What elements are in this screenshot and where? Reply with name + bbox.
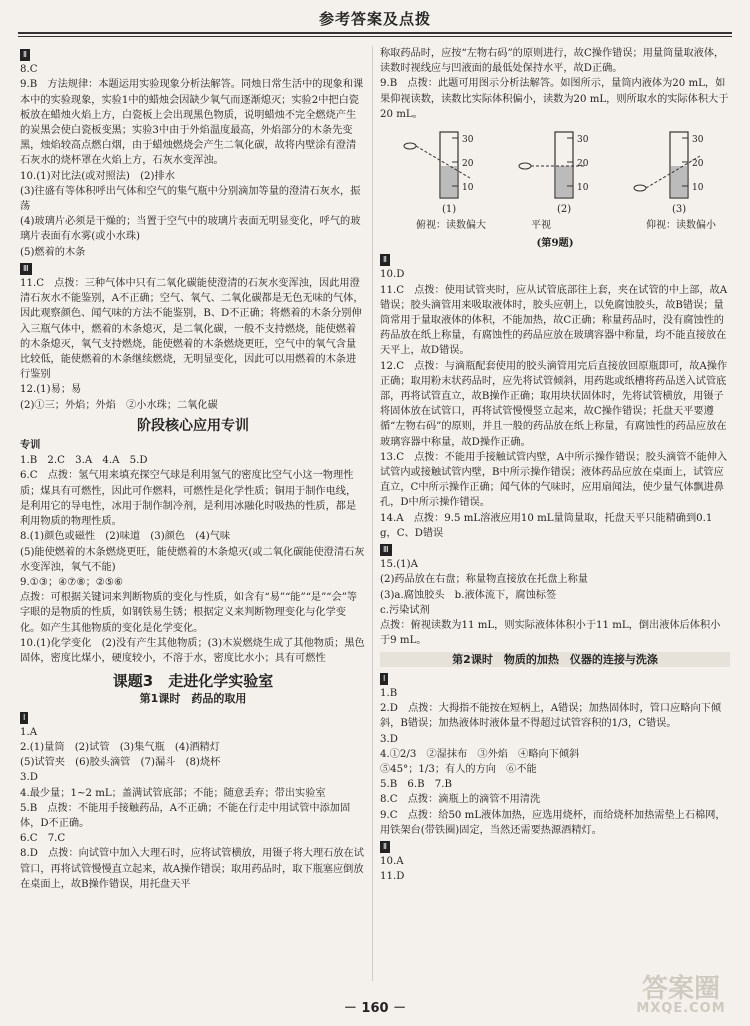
answer-line: 3.D	[20, 772, 38, 784]
level-badge: Ⅲ	[20, 263, 32, 275]
figure-label: (3)	[672, 204, 687, 216]
eye-icon	[634, 185, 646, 191]
level-badge: Ⅱ	[20, 49, 30, 61]
subsection-label: 专训	[20, 440, 41, 452]
answer-line: 12.C 点拨：与滴瓶配套使用的胶头滴管用完后直接放回原瓶即可，故A操作正确；取用粉末状药品时，应先将试管倾斜，用药匙或纸槽将药品送入试管底部，再将试管直立，故B操作正确；取用块状固体时，先将试管横放，用镊子将固体放在试管口，再将试管慢慢竖立起来，故C操作错误；托盘天平要遵循“左物右码”的原则，并且一般的药品放在纸上称量，有腐蚀性的药品应放在玻璃容器中称量，故D操作正确。	[380, 360, 728, 448]
level-badge: Ⅱ	[380, 841, 390, 853]
answer-line: (2)药品放在右盘；称量物直接放在托盘上称量	[380, 574, 588, 586]
watermark-big: 答案圈	[641, 974, 720, 1004]
right-column	[380, 46, 730, 885]
answer-line: 点拨：俯视读数为11 mL，则实际液体体积小于11 mL，倒出液体后体积小于9 mL。	[380, 620, 721, 647]
column-divider	[372, 46, 373, 981]
eye-icon	[404, 143, 416, 149]
answer-line: 1.B	[380, 687, 398, 699]
answer-line: 9.①③；④⑦⑧；②⑤⑥	[20, 576, 124, 588]
answer-line: 11.D	[380, 871, 405, 883]
answer-line: 2.D 点拨：大拇指不能按在短柄上，A错误；加热固体时，管口应略向下倾斜，B错误；加热液体时液体量不得超过试管容积的1/3，C错误。	[380, 703, 722, 730]
answer-line: 11.C 点拨：使用试管夹时，应从试管底部往上套，夹在试管的中上部，故A错误；胶头滴管用来吸取液体时，胶头应朝上，以免腐蚀胶头，故B错误；量筒常用于量取液体的体积，不能加热，故C正确；称量药品时，没有腐蚀性的药品放在纸上称量，有腐蚀性的药品应放在玻璃容器中称量，均不能直接放在天平上，故D错误。	[380, 284, 728, 357]
answer-line: 4.①2/3 ②湿抹布 ③外焰 ④略向下倾斜	[380, 748, 580, 760]
answer-line: 11.C 点拨：三种气体中只有二氧化碳能使澄清的石灰水变浑浊，因此用澄清石灰水不能鉴别，A不正确；空气、氧气、二氧化碳都是无色无味的气体，因此观察颜色、闻气味的方法不能鉴别，B、D不正确；将燃着的木条分别伸入三瓶气体中，燃着的木条熄灭，是二氧化碳，一般不支持燃烧，能使燃着的木条熄灭，氧气支持燃烧，能使燃着的木条燃烧更旺，空气中的氧气含量比较低，能使燃着的木条继续燃烧，无明显变化，因此可以用燃着的木条进行鉴别	[20, 278, 364, 381]
figure-graduated-cylinders	[380, 126, 730, 234]
answer-line: 点拨：可根据关键词来判断物质的变化与性质，如含有“易”“能”“是”“会”等字眼的是物质的性质，如钢铁易生锈；根据定义来判断物理变化与化学变化。如产生其他物质的变化是化学变化。	[20, 592, 358, 634]
page-number: － 160 －	[343, 1001, 407, 1016]
figure-caption: (第9题)	[536, 237, 574, 250]
answer-line: (3)a.腐蚀胶头 b.液体流下，腐蚀标签	[380, 589, 557, 601]
tick-label: 10	[462, 183, 474, 194]
eye-icon	[519, 163, 531, 169]
graduated-cylinder	[519, 132, 589, 231]
answer-line: 5.B 6.B 7.B	[380, 779, 452, 791]
watermark-small: MXQE.COM	[636, 1001, 726, 1016]
level-badge: Ⅲ	[380, 544, 392, 556]
answer-line: 10.A	[380, 856, 404, 868]
figure-label: (2)	[557, 204, 572, 216]
answer-line: 9.C 点拨：给50 mL液体加热，应选用烧杯，而给烧杯加热需垫上石棉网，用铁架台(带铁圈)固定，当然还需要热源酒精灯。	[380, 809, 726, 836]
answer-line: 14.A 点拨：9.5 mL溶液应用10 mL量筒量取，托盘天平只能精确到0.1 g，C、D错误	[380, 512, 713, 539]
tick-label: 20	[577, 159, 589, 170]
answer-line: (3)往盛有等体积呼出气体和空气的集气瓶中分别滴加等量的澄清石灰水，振荡	[20, 185, 361, 213]
figure-label: (1)	[442, 204, 457, 216]
figure-note: 平视	[531, 220, 551, 232]
level-badge: Ⅱ	[380, 254, 390, 266]
answer-line: 1.B 2.C 3.A 4.A 5.D	[20, 455, 148, 467]
header-rule	[18, 32, 732, 34]
answer-line: 4.最少量；1~2 mL；盖满试管底部；不能；随意丢弃；带出实验室	[20, 787, 326, 799]
lesson-subtitle: 第1课时 药品的取用	[139, 692, 247, 706]
answer-line: 5.B 点拨：不能用手接触药品，A不正确；不能在行走中用试管中添加固体，D不正确。	[20, 802, 351, 829]
answer-line: 10.(1)化学变化 (2)没有产生其他物质；(3)木炭燃烧生成了其他物质；黑色固体，密度比煤小，硬度较小，不溶于水，密度比水小；具有可燃性	[20, 637, 365, 664]
tick-label: 10	[692, 183, 704, 194]
header-rule-thin	[18, 36, 732, 37]
answer-line: 9.B 点拨：此题可用图示分析法解答。如图所示，量筒内液体为20 mL，如果仰视读数，读数比实际体积偏小，读数为20 mL，则所取水的实际体积大于20 mL。	[380, 78, 729, 120]
answer-line: (5)燃着的木条	[20, 246, 86, 258]
level-badge: Ⅰ	[20, 712, 28, 724]
answer-line: 8.C 点拨：滴瓶上的滴管不用清洗	[380, 794, 541, 806]
answer-line: 6.C 7.C	[20, 833, 66, 845]
page-header: 参考答案及点拨	[318, 10, 431, 28]
answer-line: 9.B 方法规律：本题运用实验现象分析法解答。同烛日常生活中的现象和课本中的实验现象，实验1中的蜡烛会因缺少氧气而逐渐熄灭；实验2中把白瓷板放在蜡烛火焰上方，白瓷板上会出现黑色物质，说明蜡烛不完全燃烧产生的炭黑会使白瓷板变黑；实验3中由于外焰温度最高，外焰部分的木条先变黑，烛焰较高点燃白烟，由于蜡烛燃烧会产生二氧化碳，故将内壁涂有澄清石灰水的烧杯罩在火焰上方，石灰水变浑浊。	[20, 79, 364, 167]
tick-label: 20	[692, 159, 704, 170]
answer-line: 8.D 点拨：向试管中加入大理石时，应将试管横放，用镊子将大理石放在试管口，再将试管慢慢直立起来，故A操作错误；取用药品时，取下瓶塞应倒放在桌面上，故B操作错误，用托盘天平	[20, 848, 364, 890]
tick-label: 10	[577, 183, 589, 194]
figure-note: 仰视：读数偏小	[646, 220, 716, 232]
answer-line: 10.D	[380, 269, 405, 281]
answer-line: 6.C 点拨：氢气用来填充探空气球是利用氢气的密度比空气小这一物理性质；煤具有可燃性，因此可作燃料，可燃性是化学性质；铜用于制作电线，是利用它的导电性，冰用于制作制冷剂，是利用冰融化时吸热的性质，都是利用物质的物理性质。	[20, 470, 357, 528]
level-badge: Ⅰ	[380, 673, 388, 685]
answer-line: 12.(1)易；易	[20, 384, 82, 396]
section-title: 阶段核心应用专训	[137, 417, 249, 434]
answer-line: c.污染试剂	[380, 604, 430, 616]
tick-label: 20	[462, 159, 474, 170]
answer-line: 8.(1)颜色或磁性 (2)味道 (3)颜色 (4)气味	[20, 531, 231, 543]
watermark-logo	[626, 976, 736, 1020]
lesson-title: 课题3 走进化学实验室	[112, 672, 274, 691]
cylinder-figure-svg	[380, 126, 730, 234]
left-column	[20, 46, 366, 892]
answer-line: (5)试管夹 (6)胶头滴管 (7)漏斗 (8)烧杯	[20, 757, 221, 769]
answer-line: (5)能使燃着的木条燃烧更旺，能使燃着的木条熄灭(或二氧化碳能使澄清石灰水变浑浊，氧气不能)	[20, 546, 365, 573]
answer-line: ⑤45°；1/3；有人的方向 ⑥不能	[380, 763, 537, 775]
lesson-2-title: 第2课时 物质的加热 仪器的连接与洗涤	[380, 652, 730, 667]
tick-label: 30	[462, 135, 474, 146]
figure-note: 俯视：读数偏大	[416, 220, 486, 232]
answer-line: 8.C	[20, 64, 38, 76]
answer-line: 10.(1)对比法(或对照法) (2)排水	[20, 170, 175, 182]
answer-line: 1.A	[20, 726, 38, 738]
graduated-cylinder	[634, 132, 717, 231]
tick-label: 30	[577, 135, 589, 146]
answer-line: 13.C 点拨：不能用手接触试管内壁，A中所示操作错误；胶头滴管不能伸入试管内或接触试管内壁，B中所示操作错误；液体药品应放在桌面上，试管应直立，C中所示操作正确；闻气体的气味时，应用扇闻法，使少量气体飘进鼻孔，D中所示操作错误。	[380, 451, 728, 509]
answer-line: 15.(1)A	[380, 559, 418, 571]
answer-line: 3.D	[380, 733, 398, 745]
answer-line: 2.(1)量筒 (2)试管 (3)集气瓶 (4)酒精灯	[20, 741, 220, 753]
tick-label: 30	[692, 135, 704, 146]
graduated-cylinder	[404, 132, 486, 231]
answer-line: (4)玻璃片必须是干燥的；当置于空气中的玻璃片表面无明显变化，呼气的玻璃片表面有水雾(或小水珠)	[20, 216, 361, 243]
answer-line: (2)①三；外焰；外焰 ②小水珠；二氧化碳	[20, 399, 218, 411]
answer-line: 称取药品时，应按“左物右码”的原则进行，故C操作错误；用量筒量取液体，读数时视线应与凹液面的最低处保持水平，故D正确。	[380, 48, 725, 75]
